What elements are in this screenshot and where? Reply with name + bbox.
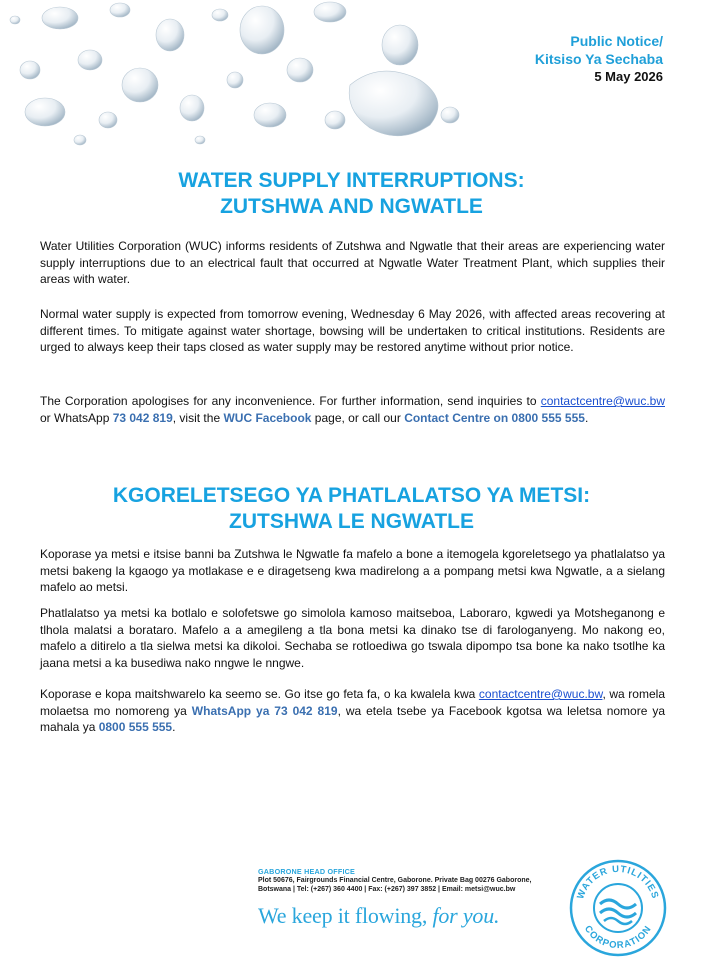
setswana-title bbox=[0, 483, 703, 535]
notice-header bbox=[535, 32, 663, 86]
english-email-link[interactable]: contactcentre@wuc.bw bbox=[540, 394, 665, 408]
english-title bbox=[0, 168, 703, 220]
setswana-title-line2: ZUTSHWA LE NGWATLE bbox=[229, 510, 474, 533]
english-title-line2: ZUTSHWA AND NGWATLE bbox=[220, 195, 483, 218]
english-p3-text-d: page, or call our bbox=[311, 410, 405, 425]
wuc-logo bbox=[568, 858, 668, 958]
english-p3-text-a: The Corporation apologises for any inconvenience. For further information, send inquiries to bbox=[40, 394, 541, 408]
english-title-line1: WATER SUPPLY INTERRUPTIONS: bbox=[178, 169, 525, 192]
address-line-2: Botswana | Tel: (+267) 360 4400 | Fax: (+267) 397 3852 | Email: metsi@wuc.bw bbox=[258, 886, 516, 893]
head-office-heading: GABORONE HEAD OFFICE bbox=[258, 867, 356, 876]
water-drops-image bbox=[0, 0, 470, 150]
setswana-email-link[interactable]: contactcentre@wuc.bw bbox=[478, 687, 603, 701]
logo-top-text: WATER UTILITIES bbox=[575, 863, 661, 901]
english-paragraph-3 bbox=[40, 393, 665, 426]
setswana-p3-text-c: , wa etela tsebe ya Facebook kgotsa wa leletsa nomore ya mahala ya bbox=[40, 703, 665, 735]
setswana-p3-text-a: Koporase e kopa maitshwarelo ka seemo se. Go itse go feta fa, o ka kwalela kwa bbox=[40, 687, 479, 701]
slogan-italic: for you. bbox=[432, 903, 500, 928]
slogan-text: We keep it flowing, bbox=[258, 903, 433, 928]
english-paragraph-1: Water Utilities Corporation (WUC) informs residents of Zutshwa and Ngwatle that their areas are experiencing water supply interruptions due to an electrical fault that occurred at Ngwatle Water Treatment Plant, which supplies their areas with water. bbox=[40, 239, 665, 287]
english-p3-text-e: . bbox=[584, 410, 589, 425]
english-contact-centre: Contact Centre on 0800 555 555 bbox=[404, 410, 585, 425]
english-whatsapp-number: 73 042 819 bbox=[112, 410, 173, 425]
english-paragraph-2: Normal water supply is expected from tomorrow evening, Wednesday 6 May 2026, with affected areas recovering at different times. To mitigate against water shortage, bowsing will be undertaken to critical institutions. Residents are urged to always keep their taps closed as water supply may be restored anytime without prior notice. bbox=[40, 307, 665, 355]
english-facebook-link[interactable]: WUC Facebook bbox=[223, 410, 312, 425]
setswana-title-line1: KGORELETSEGO YA PHATLALATSO YA METSI: bbox=[112, 484, 591, 507]
setswana-p3-text-b: , wa romela molaetsa mo nomoreng ya bbox=[40, 687, 665, 718]
slogan bbox=[258, 903, 578, 929]
english-p3-text-c: , visit the bbox=[172, 410, 224, 425]
english-p3-text-b: or WhatsApp bbox=[40, 410, 113, 425]
svg-text:WATER UTILITIES bbox=[575, 864, 661, 901]
notice-label-tn: Kitsiso Ya Sechaba bbox=[534, 51, 663, 67]
notice-date: 5 May 2026 bbox=[594, 69, 663, 84]
setswana-whatsapp-number: WhatsApp ya 73 042 819 bbox=[191, 703, 338, 718]
setswana-p3-text-d: . bbox=[172, 720, 176, 735]
footer bbox=[258, 867, 578, 929]
logo-bottom-text: CORPORATION bbox=[581, 923, 655, 952]
setswana-paragraph-1: Koporase ya metsi e itsise banni ba Zutshwa le Ngwatle fa mafelo a bone a itemogela kgoreletsego ya phatlalatso ya metsi bakeng la kgaogo ya motlakase e e diragetseng kwa madirelong a a pompang metsi kwa Ngwatle, a a sielang mafelo ao metsi. bbox=[40, 547, 665, 595]
notice-label-en: Public Notice/ bbox=[570, 33, 663, 49]
setswana-phone-number: 0800 555 555 bbox=[98, 720, 173, 735]
setswana-paragraph-2: Phatlalatso ya metsi ka botlalo e solofetswe go simolola kamoso maitseboa, Laboraro, kgwedi ya Motsheganong e tlhola malatsi a borataro. Mafelo a a amegileng a tla bona metsi ka dinako tse di farologanyeng. Mo nakong eo, mafelo a ditirelo a tla sielwa metsi ka dikoloi. Sechaba se rotloediwa go tswala dipompo tsa bone ka nako tsotlhe ka jaana metsi a ka busediwa nako nngwe le nngwe. bbox=[40, 606, 665, 670]
setswana-paragraph-3 bbox=[40, 686, 665, 736]
address-line-1: Plot 50676, Fairgrounds Financial Centre, Gaborone. Private Bag 00276 Gaborone, bbox=[258, 877, 532, 884]
